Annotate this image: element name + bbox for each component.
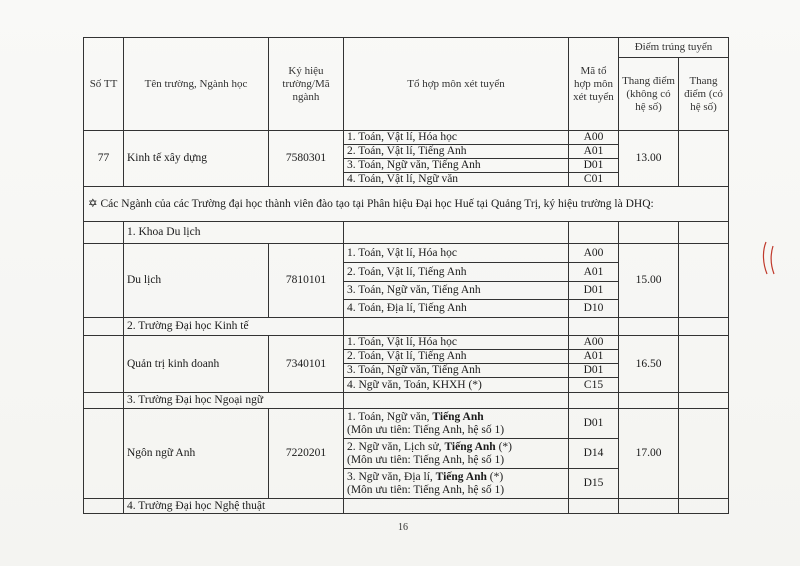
group-title-row (84, 222, 729, 244)
group-title: 4. Trường Đại học Nghệ thuật (124, 499, 344, 514)
combo-text: 4. Toán, Vật lí, Ngữ văn (344, 173, 569, 187)
combo-text: 3. Toán, Ngữ văn, Tiếng Anh (344, 159, 569, 173)
section-note-row (84, 187, 729, 222)
combo-code: A00 (569, 131, 619, 145)
combo-code: D15 (569, 469, 619, 499)
group-title-row (84, 393, 729, 409)
row-score: 13.00 (619, 131, 679, 187)
combo-text: 2. Toán, Vật lí, Tiếng Anh (344, 263, 569, 282)
header-thang-khong-he-so: Thang điểm (không có hệ số) (619, 58, 679, 131)
header-ma-to-hop: Mã tổ hợp môn xét tuyển (569, 38, 619, 131)
row-major-name: Kinh tế xây dựng (124, 131, 269, 187)
header-row (84, 38, 729, 58)
row-score-weighted (679, 131, 729, 187)
combo-code: D01 (569, 364, 619, 378)
row-stt: 77 (84, 131, 124, 187)
combo-text: 3. Toán, Ngữ văn, Tiếng Anh (344, 282, 569, 300)
combo-code: D14 (569, 439, 619, 469)
group-title: 1. Khoa Du lịch (124, 222, 344, 244)
pen-mark-icon (760, 238, 790, 278)
combo-code: A01 (569, 263, 619, 282)
header-thang-co-he-so: Thang điểm (có hệ số) (679, 58, 729, 131)
header-to-hop: Tổ hợp môn xét tuyển (344, 38, 569, 131)
combo-text: 2. Toán, Vật lí, Tiếng Anh (344, 350, 569, 364)
combo-code: D01 (569, 159, 619, 173)
combo-code: C01 (569, 173, 619, 187)
table-row (84, 409, 729, 439)
combo-code: A00 (569, 336, 619, 350)
combo-code: A00 (569, 244, 619, 263)
section-note: ✡ Các Ngành của các Trường đại học thành viên đào tạo tại Phân hiệu Đại học Huế tại Quảng Trị, ký hiệu trường là DHQ: (84, 187, 729, 222)
combo-text: 1. Toán, Vật lí, Hóa học (344, 244, 569, 263)
page-number: 16 (398, 522, 408, 533)
combo-text: 1. Toán, Vật lí, Hóa học (344, 131, 569, 145)
row-major-code: 7340101 (269, 336, 344, 393)
row-score: 15.00 (619, 244, 679, 318)
combo-text: 4. Ngữ văn, Toán, KHXH (*) (344, 378, 569, 393)
combo-text: 1. Toán, Vật lí, Hóa học (344, 336, 569, 350)
group-title-row (84, 318, 729, 336)
row-major-code: 7580301 (269, 131, 344, 187)
header-diem-trung-tuyen: Điểm trúng tuyển (619, 38, 729, 58)
combo-text: 2. Ngữ văn, Lịch sử, Tiếng Anh (*) (Môn ưu tiên: Tiếng Anh, hệ số 1) (344, 439, 569, 469)
row-score: 17.00 (619, 409, 679, 499)
group-title: 2. Trường Đại học Kinh tế (124, 318, 344, 336)
group-title: 3. Trường Đại học Ngoại ngữ (124, 393, 344, 409)
row-major-name: Du lịch (124, 244, 269, 318)
header-ky-hieu: Ký hiệu trường/Mã ngành (269, 38, 344, 131)
combo-text: 3. Ngữ văn, Địa lí, Tiếng Anh (*) (Môn ưu tiên: Tiếng Anh, hệ số 1) (344, 469, 569, 499)
combo-text: 4. Toán, Địa lí, Tiếng Anh (344, 300, 569, 318)
group-title-row (84, 499, 729, 514)
table-row (84, 131, 729, 145)
row-score: 16.50 (619, 336, 679, 393)
combo-text: 2. Toán, Vật lí, Tiếng Anh (344, 145, 569, 159)
row-major-code: 7810101 (269, 244, 344, 318)
combo-code: A01 (569, 145, 619, 159)
combo-text: 3. Toán, Ngữ văn, Tiếng Anh (344, 364, 569, 378)
admission-score-table (83, 37, 729, 514)
combo-text: 1. Toán, Ngữ văn, Tiếng Anh (Môn ưu tiên: Tiếng Anh, hệ số 1) (344, 409, 569, 439)
table-row (84, 336, 729, 350)
combo-code: A01 (569, 350, 619, 364)
row-major-name: Ngôn ngữ Anh (124, 409, 269, 499)
combo-code: D01 (569, 282, 619, 300)
header-stt: Số TT (84, 38, 124, 131)
combo-code: D01 (569, 409, 619, 439)
row-major-name: Quản trị kinh doanh (124, 336, 269, 393)
row-major-code: 7220201 (269, 409, 344, 499)
combo-code: C15 (569, 378, 619, 393)
table-row (84, 244, 729, 263)
header-ten-truong: Tên trường, Ngành học (124, 38, 269, 131)
combo-code: D10 (569, 300, 619, 318)
